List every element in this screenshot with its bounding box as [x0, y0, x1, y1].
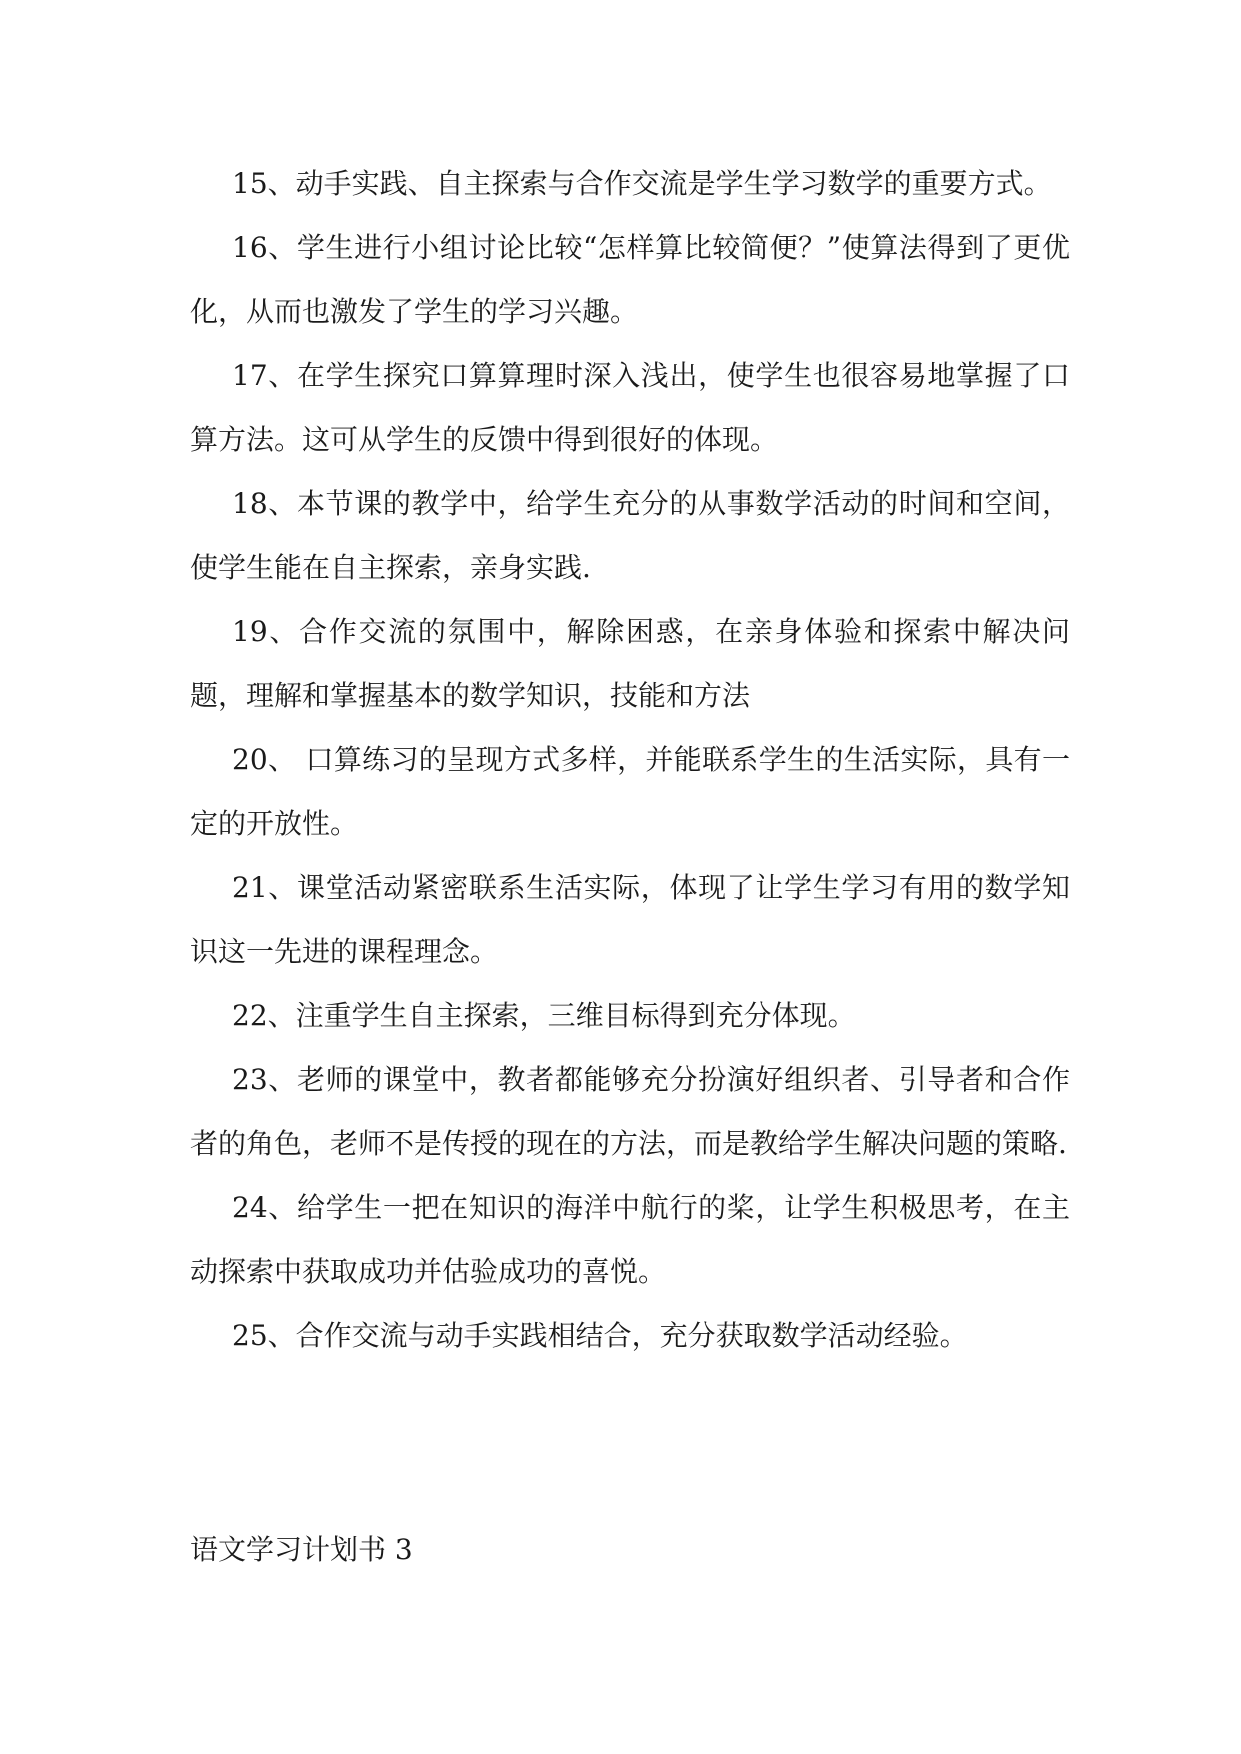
paragraph-15: 15、动手实践、自主探索与合作交流是学生学习数学的重要方式。: [232, 167, 1052, 200]
section-heading: 语文学习计划书 3: [190, 1533, 413, 1566]
paragraph-23: 23、老师的课堂中，教者都能够充分扮演好组织者、引导者和合作者的角色，老师不是传授的现在的方法，而是教给学生解决问题的策略.: [190, 1063, 1070, 1160]
body-text: [190, 152, 1070, 1368]
paragraph-17: 17、在学生探究口算算理时深入浅出，使学生也很容易地掌握了口算方法。这可从学生的反馈中得到很好的体现。: [190, 359, 1070, 456]
paragraph-24: 24、给学生一把在知识的海洋中航行的桨，让学生积极思考，在主动探索中获取成功并估验成功的喜悦。: [190, 1191, 1070, 1288]
paragraph-22: 22、注重学生自主探索，三维目标得到充分体现。: [232, 999, 856, 1032]
paragraph-25: 25、合作交流与动手实践相结合，充分获取数学活动经验。: [232, 1319, 968, 1352]
paragraph-20: 20、 口算练习的呈现方式多样，并能联系学生的生活实际，具有一定的开放性。: [190, 743, 1070, 840]
paragraph-21: 21、课堂活动紧密联系生活实际，体现了让学生学习有用的数学知识这一先进的课程理念。: [190, 871, 1070, 968]
paragraph-18: 18、本节课的教学中，给学生充分的从事数学活动的时间和空间，使学生能在自主探索，亲身实践.: [190, 487, 1070, 584]
paragraph-19: 19、合作交流的氛围中，解除困惑，在亲身体验和探索中解决问题，理解和掌握基本的数学知识，技能和方法: [190, 615, 1070, 712]
paragraph-16: 16、学生进行小组讨论比较“怎样算比较简便？”使算法得到了更优化，从而也激发了学生的学习兴趣。: [190, 231, 1070, 328]
